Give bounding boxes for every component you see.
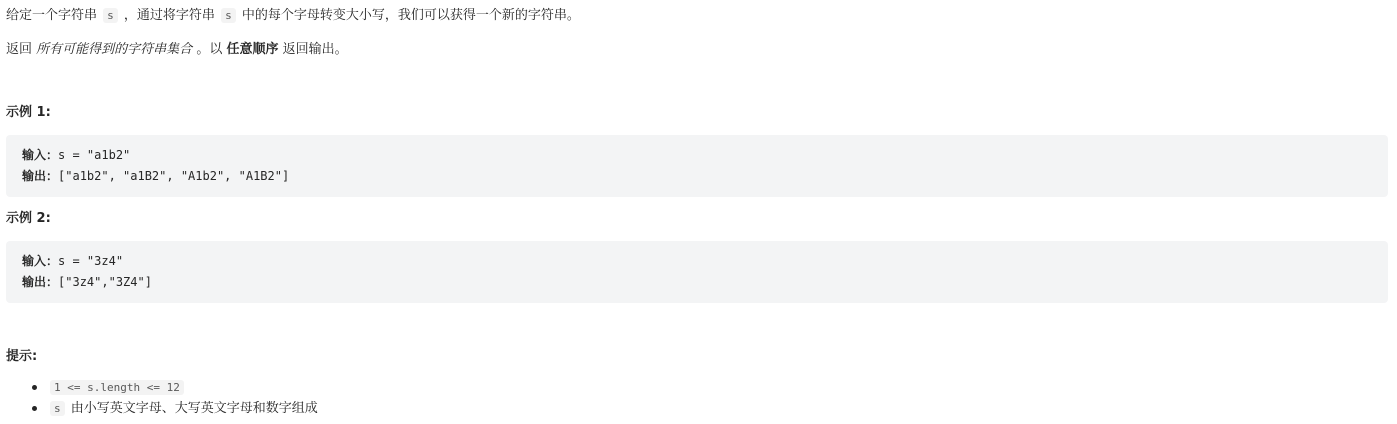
output-label: 输出：	[22, 169, 59, 183]
intro-text: ，通过将字符串	[123, 8, 215, 23]
input-value: s = "a1b2"	[58, 148, 131, 162]
input-label: 输入：	[22, 254, 59, 268]
example-2-code-block	[6, 241, 1388, 303]
inline-code-s: s	[221, 8, 236, 23]
example-2-title: 示例 2:	[6, 211, 51, 226]
example-1-title: 示例 1:	[6, 105, 51, 120]
intro-text: 返回	[6, 42, 33, 57]
intro-paragraph-2	[6, 40, 348, 60]
example-2-output-line	[22, 272, 1372, 293]
intro-paragraph-1	[6, 6, 580, 26]
output-label: 输出：	[22, 275, 59, 289]
example-1-input-line	[22, 145, 1372, 166]
inline-code-s: s	[103, 8, 118, 23]
constraint-code: 1 <= s.length <= 12	[50, 380, 184, 395]
intro-text: 。以	[196, 42, 223, 57]
example-1-output-line	[22, 166, 1372, 187]
output-value: ["a1b2", "a1B2", "A1b2", "A1B2"]	[58, 169, 290, 183]
output-value: ["3z4","3Z4"]	[58, 275, 152, 289]
emphasis-text: 所有可能得到的字符串集合	[36, 42, 193, 57]
input-label: 输入：	[22, 148, 59, 162]
bold-text: 任意顺序	[226, 42, 279, 57]
tips-title: 提示:	[6, 349, 38, 364]
list-item	[6, 398, 318, 419]
example-1-code-block	[6, 135, 1388, 197]
list-item	[6, 377, 318, 398]
example-2-input-line	[22, 251, 1372, 272]
intro-text: 给定一个字符串	[6, 8, 98, 23]
intro-text: 中的每个字母转变大小写，我们可以获得一个新的字符串。	[241, 8, 580, 23]
inline-code-s: s	[50, 401, 65, 416]
input-value: s = "3z4"	[58, 254, 124, 268]
intro-text: 返回输出。	[282, 42, 348, 57]
constraint-text: 由小写英文字母、大写英文字母和数字组成	[70, 401, 318, 416]
tips-list	[6, 377, 318, 419]
